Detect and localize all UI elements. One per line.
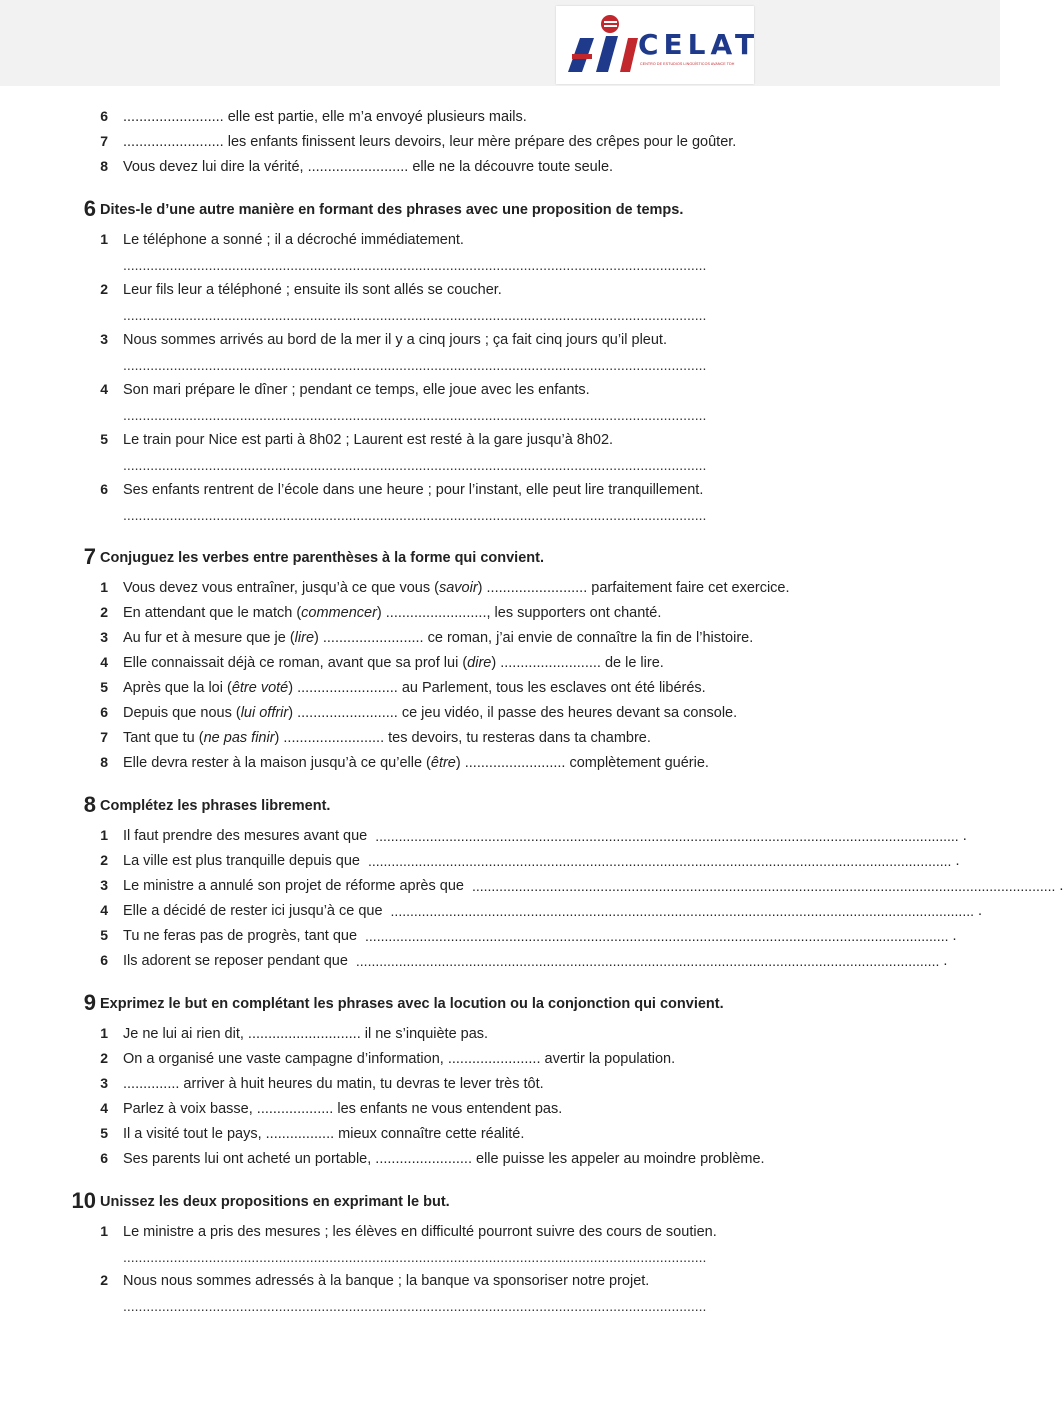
sec5-item-number: 6: [100, 108, 108, 124]
sec8-item-text: [123, 877, 1056, 895]
sec7-item-text: [123, 629, 753, 647]
sec8-prompt: Ils adorent se reposer pendant que: [123, 953, 348, 969]
sec7-item-text: [123, 729, 651, 747]
sec7-item-number: 5: [100, 679, 108, 695]
sec8-item-text: [123, 827, 967, 845]
sec8-prompt: Le ministre a annulé son projet de réforme après que: [123, 878, 464, 894]
sec8-period: .: [952, 928, 957, 944]
sec7-item-text: [123, 754, 709, 772]
sec6-item-text: Nous sommes arrivés au bord de la mer il y a cinq jours ; ça fait cinq jours qu’il pleut.: [123, 332, 667, 348]
sec7-verb: savoir: [438, 580, 478, 596]
sec7-item-text: [123, 704, 737, 722]
exercise-sec9-number: 9: [83, 990, 96, 1015]
sec6-item-number: 3: [100, 331, 108, 347]
sec6-answer-line[interactable]: ......................................................................................................................................................: [123, 457, 707, 473]
sec6-item-number: 5: [100, 431, 108, 447]
sec7-item-text: [123, 579, 790, 597]
sec8-period: .: [962, 828, 967, 844]
sec8-answer-line[interactable]: ......................................................................................................................................................: [365, 928, 949, 944]
sec6-item-number: 1: [100, 231, 108, 247]
sec8-item-number: 4: [100, 902, 108, 918]
sec5-item-text: ......................... elle est partie, elle m’a envoyé plusieurs mails.: [123, 109, 527, 125]
sec6-answer-line[interactable]: ......................................................................................................................................................: [123, 407, 707, 423]
page-header: [0, 0, 1000, 86]
sec8-prompt: Tu ne feras pas de progrès, tant que: [123, 928, 358, 944]
sec10-answer-line[interactable]: ......................................................................................................................................................: [123, 1298, 707, 1314]
sec8-answer-line[interactable]: ......................................................................................................................................................: [390, 903, 974, 919]
sec10-item-number: 2: [100, 1272, 108, 1288]
sec7-text-after: ) ......................... au Parlement, tous les esclaves ont été libérés.: [288, 680, 706, 696]
exercise-sec8-number: 8: [83, 792, 96, 817]
sec9-item-text: Il a visité tout le pays, ................. mieux connaître cette réalité.: [123, 1126, 525, 1142]
sec7-text-after: ) ........................., les supporters ont chanté.: [376, 605, 662, 621]
sec6-item-text: Le train pour Nice est parti à 8h02 ; Laurent est resté à la gare jusqu’à 8h02.: [123, 432, 614, 448]
sec10-item-text: Le ministre a pris des mesures ; les élèves en difficulté pourront suivre des cours de soutien.: [123, 1224, 717, 1240]
sec7-verb: lui offrir: [240, 705, 289, 721]
sec6-answer-line[interactable]: ......................................................................................................................................................: [123, 307, 707, 323]
sec6-item-number: 2: [100, 281, 108, 297]
sec7-text-before: Tant que tu (: [123, 730, 204, 746]
sec7-text-after: ) ......................... ce roman, j’ai envie de connaître la fin de l’histoire.: [314, 630, 754, 646]
sec6-answer-line[interactable]: ......................................................................................................................................................: [123, 507, 707, 523]
sec7-text-before: Depuis que nous (: [123, 705, 241, 721]
sec8-item-number: 3: [100, 877, 108, 893]
exercise-sec6-number: 6: [83, 196, 96, 221]
sec7-text-before: Elle devra rester à la maison jusqu’à ce qu’elle (: [123, 755, 431, 771]
exercise-sec10-number: 10: [71, 1188, 96, 1213]
sec7-item-number: 4: [100, 654, 108, 670]
sec8-period: .: [978, 903, 983, 919]
sec7-item-text: [123, 604, 661, 622]
sec10-item-number: 1: [100, 1223, 108, 1239]
sec7-verb: dire: [467, 655, 492, 671]
sec7-item-text: [123, 654, 664, 672]
sec7-verb: être: [430, 755, 456, 771]
exercise-sec9-title: Exprimez le but en complétant les phrases avec la locution ou la conjonction qui convient.: [100, 996, 724, 1012]
sec5-item-text: Vous devez lui dire la vérité, ......................... elle ne la découvre toute seule.: [123, 159, 614, 175]
sec8-item-text: [123, 902, 983, 920]
sec7-verb: lire: [294, 630, 315, 646]
sec7-item-number: 1: [100, 579, 108, 595]
sec9-item-number: 6: [100, 1150, 108, 1166]
sec7-verb: être voté: [231, 680, 289, 696]
sec8-item-text: [123, 927, 957, 945]
sec7-item-number: 3: [100, 629, 108, 645]
sec9-item-text: Je ne lui ai rien dit, ............................ il ne s’inquiète pas.: [123, 1026, 489, 1042]
sec9-item-text: On a organisé une vaste campagne d’information, ....................... avertir la population.: [123, 1051, 676, 1067]
sec9-item-text: Parlez à voix basse, ................... les enfants ne vous entendent pas.: [123, 1101, 563, 1117]
sec8-answer-line[interactable]: ......................................................................................................................................................: [375, 828, 959, 844]
sec7-text-after: ) ......................... ce jeu vidéo, il passe des heures devant sa console.: [288, 705, 738, 721]
sec8-period: .: [955, 853, 960, 869]
sec8-item-number: 6: [100, 952, 108, 968]
sec7-text-before: Vous devez vous entraîner, jusqu’à ce que vous (: [123, 580, 439, 596]
sec8-item-number: 1: [100, 827, 108, 843]
sec7-item-number: 2: [100, 604, 108, 620]
sec8-period: [1059, 877, 1063, 895]
logo-brand-text: CELAT: [638, 28, 760, 61]
sec8-prompt: La ville est plus tranquille depuis que: [123, 853, 360, 869]
sec9-item-number: 2: [100, 1050, 108, 1066]
sec9-item-text: .............. arriver à huit heures du matin, tu devras te lever très tôt.: [123, 1076, 544, 1092]
sec9-item-number: 4: [100, 1100, 108, 1116]
sec7-item-text: [123, 679, 706, 697]
sec8-item-number: 2: [100, 852, 108, 868]
sec7-item-number: 6: [100, 704, 108, 720]
sec7-text-after: ) ......................... tes devoirs, tu resteras dans ta chambre.: [274, 730, 651, 746]
sec5-item-text: ......................... les enfants finissent leurs devoirs, leur mère prépare des crêpes pour le goûter.: [123, 134, 737, 150]
sec6-item-text: Son mari prépare le dîner ; pendant ce temps, elle joue avec les enfants.: [123, 382, 590, 398]
sec6-item-text: Le téléphone a sonné ; il a décroché immédiatement.: [123, 232, 464, 248]
sec7-verb: commencer: [301, 605, 377, 621]
sec8-answer-line[interactable]: ......................................................................................................................................................: [367, 853, 952, 869]
sec8-item-text: [123, 952, 948, 970]
sec9-item-number: 3: [100, 1075, 108, 1091]
exercise-sec10-title: Unissez les deux propositions en exprimant le but.: [100, 1194, 450, 1210]
sec8-prompt: Elle a décidé de rester ici jusqu’à ce que: [123, 903, 383, 919]
logo-tagline: CENTRO DE ESTUDIOS LINGÜÍSTICOS AVANCE TDH: [640, 62, 735, 66]
sec7-text-before: Au fur et à mesure que je (: [123, 630, 295, 646]
sec7-text-after: ) ......................... parfaitement faire cet exercice.: [477, 580, 790, 596]
sec9-item-number: 5: [100, 1125, 108, 1141]
exercise-sec8-title: Complétez les phrases librement.: [100, 798, 331, 814]
sec5-item-number: 7: [100, 133, 108, 149]
sec10-answer-line[interactable]: ......................................................................................................................................................: [123, 1249, 707, 1265]
sec7-text-before: Après que la loi (: [123, 680, 232, 696]
exercise-sec7-number: 7: [83, 544, 96, 569]
sec7-item-number: 7: [100, 729, 108, 745]
sec8-period: .: [943, 953, 948, 969]
sec8-item-number: 5: [100, 927, 108, 943]
sec6-item-number: 6: [100, 481, 108, 497]
sec7-verb: ne pas finir: [203, 730, 275, 746]
sec7-item-number: 8: [100, 754, 108, 770]
sec10-item-text: Nous nous sommes adressés à la banque ; la banque va sponsoriser notre projet.: [123, 1273, 650, 1289]
sec8-item-text: [123, 852, 960, 870]
sec8-answer-line[interactable]: ......................................................................................................................................................: [355, 953, 940, 969]
sec6-item-number: 4: [100, 381, 108, 397]
exercise-sec7-title: Conjuguez les verbes entre parenthèses à la forme qui convient.: [100, 550, 544, 566]
celat-logo: [556, 6, 760, 84]
sec8-prompt: Il faut prendre des mesures avant que: [123, 828, 368, 844]
sec5-item-number: 8: [100, 158, 108, 174]
exercise-sec6-title: Dites-le d’une autre manière en formant des phrases avec une proposition de temps.: [100, 202, 684, 218]
sec6-answer-line[interactable]: ......................................................................................................................................................: [123, 257, 707, 273]
sec9-item-text: Ses parents lui ont acheté un portable, ........................ elle puisse les appeler au moindre problème.: [123, 1151, 765, 1167]
sec6-item-text: Ses enfants rentrent de l’école dans une heure ; pour l’instant, elle peut lire tranquillement.: [123, 482, 704, 498]
sec7-text-after: ) ......................... de le lire.: [491, 655, 664, 671]
sec6-item-text: Leur fils leur a téléphoné ; ensuite ils sont allés se coucher.: [123, 282, 502, 298]
sec9-item-number: 1: [100, 1025, 108, 1041]
sec7-text-after: ) ......................... complètement guérie.: [455, 755, 709, 771]
sec7-text-before: Elle connaissait déjà ce roman, avant que sa prof lui (: [123, 655, 468, 671]
sec6-answer-line[interactable]: ......................................................................................................................................................: [123, 357, 707, 373]
celat-emblem-icon: [558, 10, 638, 82]
sec8-answer-line[interactable]: ......................................................................................................................................................: [471, 878, 1056, 894]
sec7-text-before: En attendant que le match (: [123, 605, 302, 621]
